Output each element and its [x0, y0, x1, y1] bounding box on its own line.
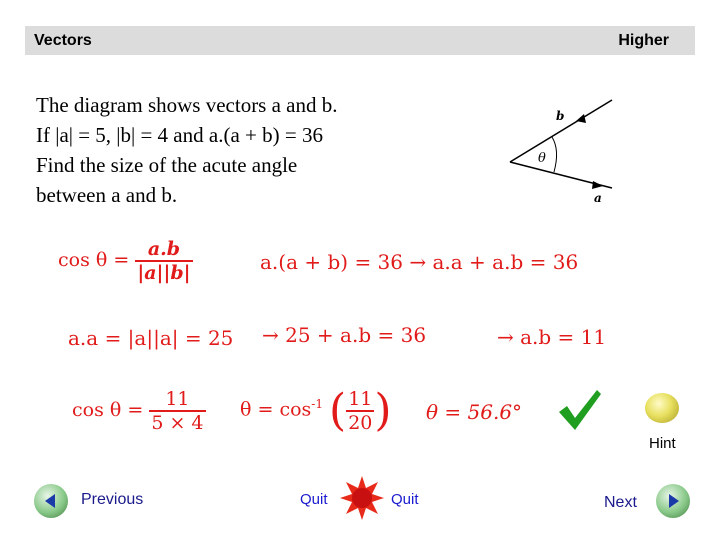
next-button[interactable]	[656, 484, 690, 518]
header-bar	[25, 26, 695, 55]
cos2-lhs: cos θ =	[72, 399, 144, 421]
previous-button[interactable]	[34, 484, 68, 518]
cos2-numerator: 11	[149, 388, 205, 412]
cos2-denominator: 5 × 4	[151, 412, 204, 434]
cos-numeric	[72, 388, 206, 434]
quit-button[interactable]	[338, 474, 386, 522]
hint-label[interactable]: Hint	[649, 435, 676, 452]
topic-title: Vectors	[34, 32, 92, 49]
label-a: a	[594, 191, 602, 205]
dot-expansion: a.(a + b) = 36 → a.a + a.b = 36	[260, 250, 579, 274]
cos-denominator: |a||b|	[137, 262, 191, 284]
check-icon	[555, 388, 603, 432]
aa-value: a.a = |a||a| = 25	[68, 326, 234, 350]
inv-superscript: -1	[311, 397, 323, 412]
inv-fraction	[346, 388, 374, 434]
question-text	[36, 90, 338, 210]
previous-label[interactable]: Previous	[81, 491, 144, 508]
level-label: Higher	[618, 32, 669, 49]
cos-lhs: cos θ =	[58, 249, 130, 271]
inverse-cos	[240, 385, 392, 436]
quit-label-left[interactable]: Quit	[300, 491, 328, 508]
final-answer: θ = 56.6°	[426, 400, 523, 424]
starburst-icon	[340, 476, 384, 520]
paren-left: (	[329, 385, 347, 436]
cos-formula	[58, 238, 193, 284]
step-25-plus-ab: → 25 + a.b = 36	[262, 323, 427, 347]
arrow-right-icon	[656, 484, 690, 518]
label-b: b	[556, 109, 565, 123]
question-line-2: If |a| = 5, |b| = 4 and a.(a + b) = 36	[36, 123, 323, 147]
cos-numerator: a.b	[135, 238, 192, 262]
step-ab-equals-11: → a.b = 11	[497, 325, 607, 349]
next-label[interactable]: Next	[604, 494, 637, 511]
angle-arc	[552, 137, 557, 172]
question-line-1: The diagram shows vectors a and b.	[36, 93, 338, 117]
quit-label-right[interactable]: Quit	[391, 491, 419, 508]
inv-lhs: θ = cos	[240, 398, 312, 421]
hint-button[interactable]	[645, 393, 679, 423]
label-theta: θ	[538, 151, 546, 166]
inv-denominator: 20	[348, 411, 373, 434]
cos2-fraction	[149, 388, 205, 434]
arrow-left-icon	[34, 484, 68, 518]
cos-fraction	[135, 238, 192, 284]
inv-numerator: 11	[348, 387, 373, 410]
vector-diagram	[500, 90, 625, 210]
question-line-4: between a and b.	[36, 183, 178, 207]
question-line-3: Find the size of the acute angle	[36, 153, 298, 177]
paren-right: )	[374, 385, 392, 436]
